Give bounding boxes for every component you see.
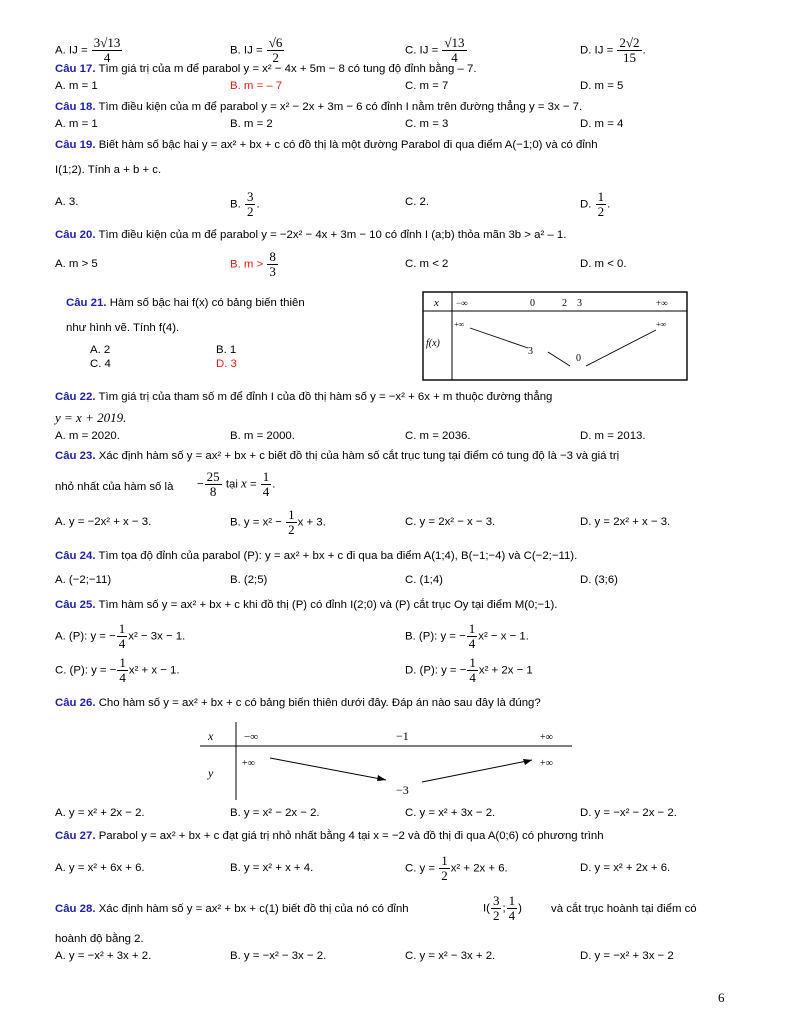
q28-options xyxy=(55,950,725,966)
q21-option-d: D. 3 xyxy=(216,358,237,370)
q21-label: Câu 21. xyxy=(66,297,107,309)
q18-text: Tìm điều kiện của m để parabol y = x² − 2x + 3m − 6 có đỉnh I nằm trên đường thẳng y = 3x − 7. xyxy=(98,101,583,113)
q27-options xyxy=(55,852,725,888)
q22-option-d: D. m = 2013. xyxy=(580,430,646,442)
q26-x-label: x xyxy=(208,729,214,743)
q21-arrow-down-2 xyxy=(548,352,570,366)
q24-label: Câu 24. xyxy=(55,550,96,562)
q26-arrowhead-up xyxy=(523,759,532,765)
q18-stem xyxy=(55,100,725,115)
q22-line2: y = x + 2019. xyxy=(55,410,127,425)
page-number: 6 xyxy=(718,990,725,1005)
q21-x-label: x xyxy=(434,297,439,309)
q26-stem xyxy=(55,696,725,711)
q17-option-c: C. m = 7 xyxy=(405,80,449,92)
q26-label: Câu 26. xyxy=(55,697,96,709)
q21-line2: như hình vẽ. Tính f(4). xyxy=(66,322,180,334)
q21-stem-line1 xyxy=(66,296,406,311)
q19-option-d: D. $\frac{1}{2}$ . xyxy=(580,189,611,219)
q26-y-val-2: +∞ xyxy=(540,758,553,769)
q28-option-c: C. y = x² − 3x + 2. xyxy=(405,950,496,962)
q18-option-a: A. m = 1 xyxy=(55,118,98,130)
q20-label: Câu 20. xyxy=(55,229,96,241)
q16-options xyxy=(55,22,725,65)
q21-f-val-1: +∞ xyxy=(656,320,667,329)
q28-stem-line2 xyxy=(55,932,725,947)
q23-line2-b: − $\frac{25}{8}$ tại x = $\frac{1}{4}$ . xyxy=(197,469,276,499)
q18-option-d: D. m = 4 xyxy=(580,118,624,130)
q28-line1-b: và cắt trục hoành tại điểm có xyxy=(551,903,697,915)
q23-option-a: A. y = −2x² + x − 3. xyxy=(55,516,152,528)
q19-line2: I(1;2). Tính a + b + c. xyxy=(55,164,162,176)
q26-x-val-1: −1 xyxy=(396,729,409,743)
q28-option-d: D. y = −x² + 3x − 2 xyxy=(580,950,674,962)
q23-stem-line1 xyxy=(55,449,725,464)
q26-y-label: y xyxy=(208,766,214,780)
q17-label: Câu 17. xyxy=(55,63,96,75)
q26-y-val-0: +∞ xyxy=(242,758,255,769)
q23-label: Câu 23. xyxy=(55,450,96,462)
q24-option-c: C. (1;4) xyxy=(405,574,443,586)
q22-stem-line2 xyxy=(55,410,725,427)
q17-stem xyxy=(55,62,725,77)
q25-option-a: A. (P): y = − $\frac{1}{4}$ x² − 3x − 1. xyxy=(55,621,186,651)
q23-option-d: D. y = 2x² + x − 3. xyxy=(580,516,671,528)
q19-stem-line2 xyxy=(55,163,725,178)
q26-option-a: A. y = x² + 2x − 2. xyxy=(55,807,145,819)
q20-text: Tìm điều kiện của m để parabol y = −2x² − 4x + 3m − 10 có đỉnh I (a;b) thỏa mãn 3b > a² – 1. xyxy=(98,229,567,241)
q28-vertex: I( $\frac{3}{2}$ ; $\frac{1}{4}$ ) xyxy=(483,893,522,923)
q27-text: Parabol y = ax² + bx + c đạt giá trị nhỏ nhất bằng 4 tại x = −2 và đồ thị đi qua A(0;6) có phương trình xyxy=(98,830,604,842)
q19-option-c: C. 2. xyxy=(405,196,430,208)
q28-line2: hoành độ bằng 2. xyxy=(55,933,144,945)
q24-stem xyxy=(55,549,725,564)
q17-option-d: D. m = 5 xyxy=(580,80,624,92)
q22-option-b: B. m = 2000. xyxy=(230,430,295,442)
q19-option-a: A. 3. xyxy=(55,196,79,208)
q21-f-val-3: 0 xyxy=(576,353,581,364)
q26-option-b: B. y = x² − 2x − 2. xyxy=(230,807,320,819)
q26-x-val-2: +∞ xyxy=(540,732,553,743)
q26-arrowhead-down xyxy=(377,775,386,781)
q19-options xyxy=(55,190,725,224)
q26-option-c: C. y = x² + 3x − 2. xyxy=(405,807,496,819)
q26-variation-table xyxy=(200,722,574,802)
q25-text: Tìm hàm số y = ax² + bx + c khi đồ thị (P) có đỉnh I(2;0) và (P) cắt trục Oy tại điểm M(0;−1). xyxy=(98,599,558,611)
q28-line1-a: Câu 28. Xác định hàm số y = ax² + bx + c(1) biết đồ thị của nó có đỉnh xyxy=(55,903,409,915)
q21-x-val-3: 3 xyxy=(577,298,582,309)
q26-y-val-1: −3 xyxy=(396,783,409,797)
q24-option-b: B. (2;5) xyxy=(230,574,268,586)
q25-option-c: C. (P): y = − $\frac{1}{4}$ x² + x − 1. xyxy=(55,655,180,685)
q23-line2-a: nhỏ nhất của hàm số là xyxy=(55,481,174,493)
q23-stem-line2 xyxy=(55,470,725,504)
q22-options xyxy=(55,430,725,446)
q26-options xyxy=(55,807,725,823)
q23-option-b: B. y = x² − $\frac{1}{2}$ x + 3. xyxy=(230,507,326,537)
q26-x-val-0: −∞ xyxy=(244,731,259,743)
q22-option-a: A. m = 2020. xyxy=(55,430,120,442)
q27-label: Câu 27. xyxy=(55,830,96,842)
q19-line1: Biết hàm số bậc hai y = ax² + bx + c có đồ thị là một đường Parabol đi qua điểm A(−1;0) và có đỉnh xyxy=(98,139,598,151)
q27-stem xyxy=(55,829,725,844)
q25-options-row2 xyxy=(55,652,725,686)
q20-stem xyxy=(55,228,725,243)
q20-option-c: C. m < 2 xyxy=(405,258,449,270)
q27-option-d: D. y = x² + 2x + 6. xyxy=(580,862,671,874)
q20-option-b: B. m > $\frac{8}{3}$ xyxy=(230,249,276,279)
q23-line1: Xác định hàm số y = ax² + bx + c biết đồ thị của hàm số cắt trục tung tại điểm có tung độ là −3 và giá trị xyxy=(98,450,620,462)
q21-f-val-0: +∞ xyxy=(454,320,465,329)
q19-option-b: B. $\frac{3}{2}$ . xyxy=(230,189,260,219)
q16-option-d: D. IJ = $\frac{2√2}{15}$ . xyxy=(580,35,646,65)
q28-option-b: B. y = −x² − 3x − 2. xyxy=(230,950,327,962)
q28-stem-line1 xyxy=(55,894,725,930)
q17-options xyxy=(55,80,725,96)
q22-option-c: C. m = 2036. xyxy=(405,430,471,442)
q21-stem-line2 xyxy=(66,321,406,336)
q24-options xyxy=(55,574,725,590)
q16-option-a: A. IJ = $\frac{3√13}{4}$ xyxy=(55,35,121,65)
q21-option-c: C. 4 xyxy=(90,358,111,370)
q19-stem-line1 xyxy=(55,138,725,153)
q21-arrow-down-1 xyxy=(470,328,528,348)
q16-option-c: C. IJ = $\frac{√13}{4}$ xyxy=(405,35,465,65)
q22-label: Câu 22. xyxy=(55,391,96,403)
q21-x-val-4: +∞ xyxy=(656,298,668,308)
q18-options xyxy=(55,118,725,134)
q21-f-label: f(x) xyxy=(426,338,440,349)
q26-arrow-up xyxy=(422,760,532,782)
q21-arrow-up xyxy=(586,330,656,366)
q21-option-a: A. 2 xyxy=(90,344,111,356)
q24-option-a: A. (−2;−11) xyxy=(55,574,112,586)
q26-option-d: D. y = −x² − 2x − 2. xyxy=(580,807,677,819)
q25-option-d: D. (P): y = − $\frac{1}{4}$ x² + 2x − 1 xyxy=(405,655,533,685)
q21-variation-table xyxy=(420,290,690,382)
q20-option-a: A. m > 5 xyxy=(55,258,98,270)
q27-option-b: B. y = x² + x + 4. xyxy=(230,862,314,874)
q18-option-c: C. m = 3 xyxy=(405,118,449,130)
q21-f-val-2: 3 xyxy=(528,346,533,357)
q27-option-c: C. y = $\frac{1}{2}$ x² + 2x + 6. xyxy=(405,853,508,883)
q21-x-val-1: 0 xyxy=(530,298,535,309)
q25-options-row1 xyxy=(55,618,725,652)
q23-option-c: C. y = 2x² − x − 3. xyxy=(405,516,496,528)
q20-option-d: D. m < 0. xyxy=(580,258,627,270)
q26-arrow-down xyxy=(270,758,386,780)
q17-text: Tìm giá trị của m để parabol y = x² − 4x + 5m − 8 có tung độ đỉnh bằng – 7. xyxy=(98,63,477,75)
q25-option-b: B. (P): y = − $\frac{1}{4}$ x² − x − 1. xyxy=(405,621,529,651)
q21-option-b: B. 1 xyxy=(216,344,237,356)
q25-stem xyxy=(55,598,725,613)
q22-line1: Tìm giá trị của tham số m để đỉnh I của đồ thị hàm số y = −x² + 6x + m thuộc đường thẳng xyxy=(98,391,553,403)
q26-text: Cho hàm số y = ax² + bx + c có bảng biến thiên dưới đây. Đáp án nào sau đây là đúng? xyxy=(98,697,541,709)
q18-option-b: B. m = 2 xyxy=(230,118,273,130)
q21-x-val-2: 2 xyxy=(562,298,567,309)
q17-option-b: B. m = – 7 xyxy=(230,80,283,92)
q25-label: Câu 25. xyxy=(55,599,96,611)
q28-option-a: A. y = −x² + 3x + 2. xyxy=(55,950,152,962)
q21-x-val-0: −∞ xyxy=(456,298,468,308)
q18-label: Câu 18. xyxy=(55,101,96,113)
q27-option-a: A. y = x² + 6x + 6. xyxy=(55,862,145,874)
q16-option-b: B. IJ = $\frac{√6}{2}$ xyxy=(230,35,283,65)
q24-text: Tìm tọa độ đỉnh của parabol (P): y = ax² + bx + c đi qua ba điểm A(1;4), B(−1;−4) và C(−2;−11). xyxy=(98,550,578,562)
q17-option-a: A. m = 1 xyxy=(55,80,98,92)
q19-label: Câu 19. xyxy=(55,139,96,151)
q22-stem-line1 xyxy=(55,390,725,405)
q24-option-d: D. (3;6) xyxy=(580,574,618,586)
q23-options xyxy=(55,508,725,544)
q21-line1: Hàm số bậc hai f(x) có bảng biến thiên xyxy=(109,297,305,309)
q20-options xyxy=(55,250,725,284)
